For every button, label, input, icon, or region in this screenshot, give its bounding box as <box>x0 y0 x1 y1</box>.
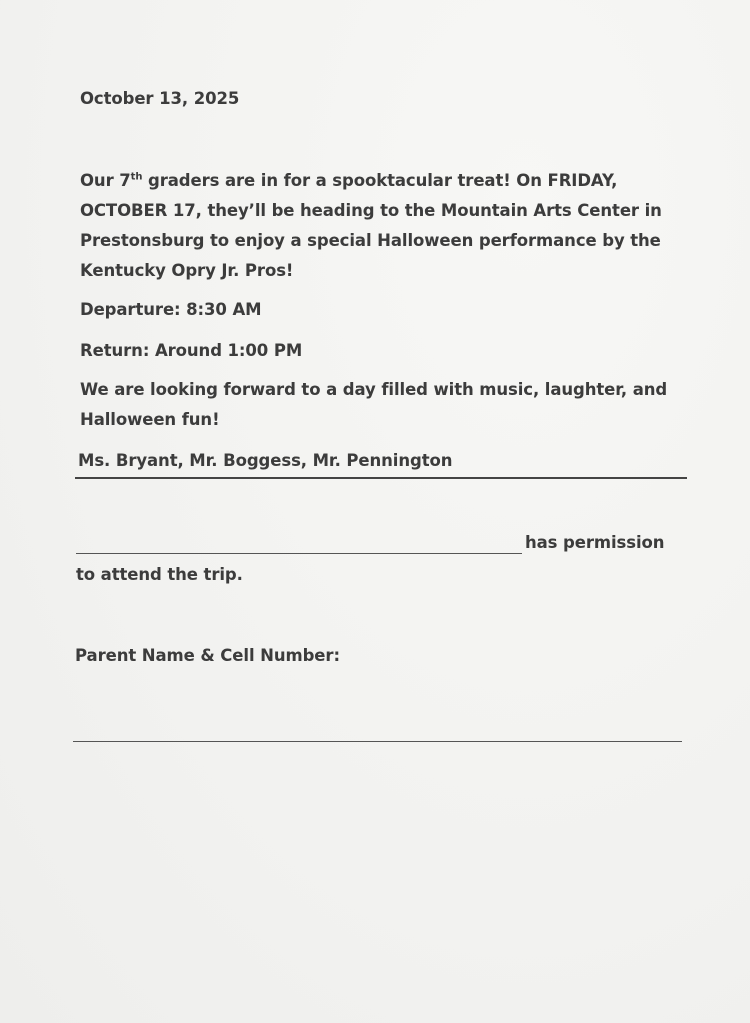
intro-line-4: Kentucky Opry Jr. Pros! <box>80 261 294 280</box>
student-name-line[interactable] <box>76 553 522 554</box>
intro-prefix: Our 7 <box>80 171 131 190</box>
letter-date: October 13, 2025 <box>80 89 240 108</box>
intro-line-2: OCTOBER 17, they’ll be heading to the Mountain Arts Center in <box>80 201 662 220</box>
intro-line-3: Prestonsburg to enjoy a special Halloween performance by the <box>80 231 661 250</box>
cut-line <box>75 477 687 479</box>
closing-line-2: Halloween fun! <box>80 410 220 429</box>
teacher-signatures: Ms. Bryant, Mr. Boggess, Mr. Pennington <box>78 451 453 470</box>
parent-name-line[interactable] <box>73 741 682 742</box>
departure-time: Departure: 8:30 AM <box>80 300 262 319</box>
attend-text: to attend the trip. <box>76 565 243 584</box>
intro-line-1 <box>80 166 617 196</box>
intro-superscript: th <box>130 171 143 183</box>
closing-line-1: We are looking forward to a day filled with music, laughter, and <box>80 380 668 399</box>
permission-text: has permission <box>525 533 665 552</box>
parent-name-label: Parent Name & Cell Number: <box>75 646 340 665</box>
return-time: Return: Around 1:00 PM <box>80 341 303 360</box>
intro-line-1-rest: graders are in for a spooktacular treat! On FRIDAY, <box>142 171 618 190</box>
